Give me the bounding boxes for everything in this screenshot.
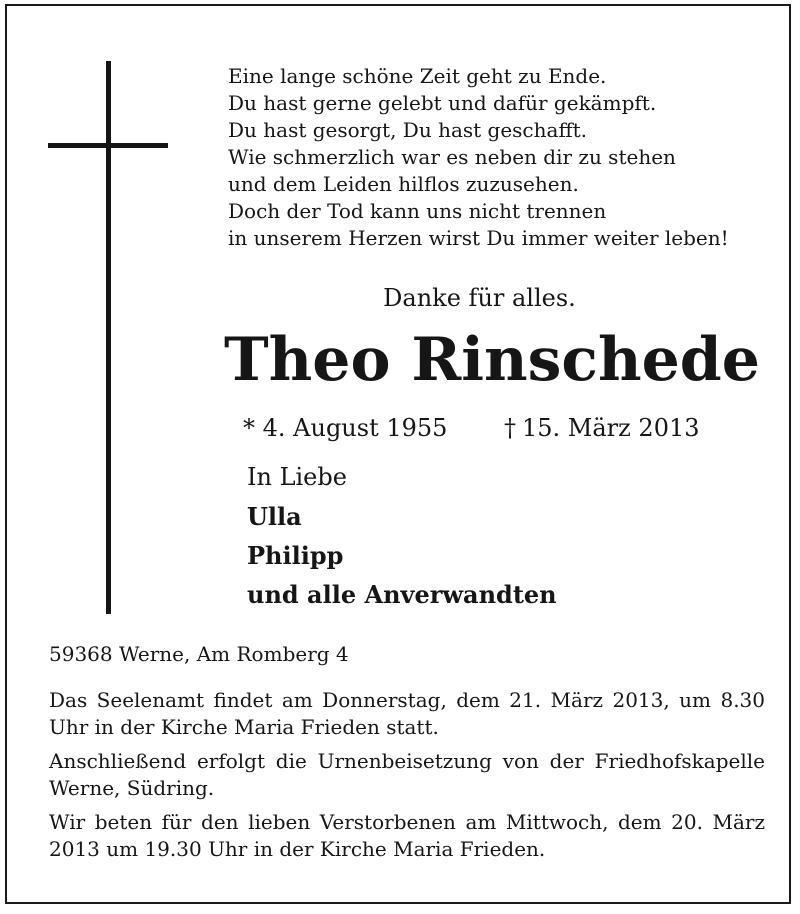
death-date-row <box>504 412 700 444</box>
service-notices <box>49 687 765 870</box>
mourner-name: Philipp <box>247 541 344 570</box>
poem-line: Wie schmerzlich war es neben dir zu stehen <box>228 145 676 169</box>
notice-paragraph: Anschließend erfolgt die Urnenbeisetzung von der Friedhofskapelle Werne, Südring. <box>49 749 765 800</box>
notice-paragraph: Das Seelenamt findet am Donnerstag, dem 21. März 2013, um 8.30 Uhr in der Kirche Maria Frieden statt. <box>49 688 765 739</box>
poem-line: Du hast gerne gelebt und dafür gekämpft. <box>228 91 657 115</box>
birth-date: * 4. August 1955 <box>243 414 448 442</box>
poem-line: Du hast gesorgt, Du hast geschafft. <box>228 118 588 142</box>
address: 59368 Werne, Am Romberg 4 <box>49 642 349 666</box>
poem <box>228 63 788 252</box>
poem-line: Doch der Tod kann uns nicht trennen <box>228 199 607 223</box>
mourner-name: und alle Anverwandten <box>247 580 557 609</box>
obituary-frame <box>5 4 791 904</box>
poem-line: Eine lange schöne Zeit geht zu Ende. <box>228 64 607 88</box>
cross-icon-bar <box>48 143 168 148</box>
deceased-name: Theo Rinschede <box>224 325 760 395</box>
poem-line: in unserem Herzen wirst Du immer weiter leben! <box>228 226 729 250</box>
poem-line: und dem Leiden hilflos zuzusehen. <box>228 172 579 196</box>
thanks-line: Danke für alles. <box>383 284 576 312</box>
notice-paragraph: Wir beten für den lieben Verstorbenen am Mittwoch, dem 20. März 2013 um 19.30 Uhr in der Kirche Maria Frieden. <box>49 810 765 861</box>
signoff <box>247 458 557 614</box>
dagger-icon: † <box>504 414 516 442</box>
signoff-intro: In Liebe <box>247 463 347 491</box>
mourner-name: Ulla <box>247 502 302 531</box>
death-date: 15. März 2013 <box>522 414 700 442</box>
